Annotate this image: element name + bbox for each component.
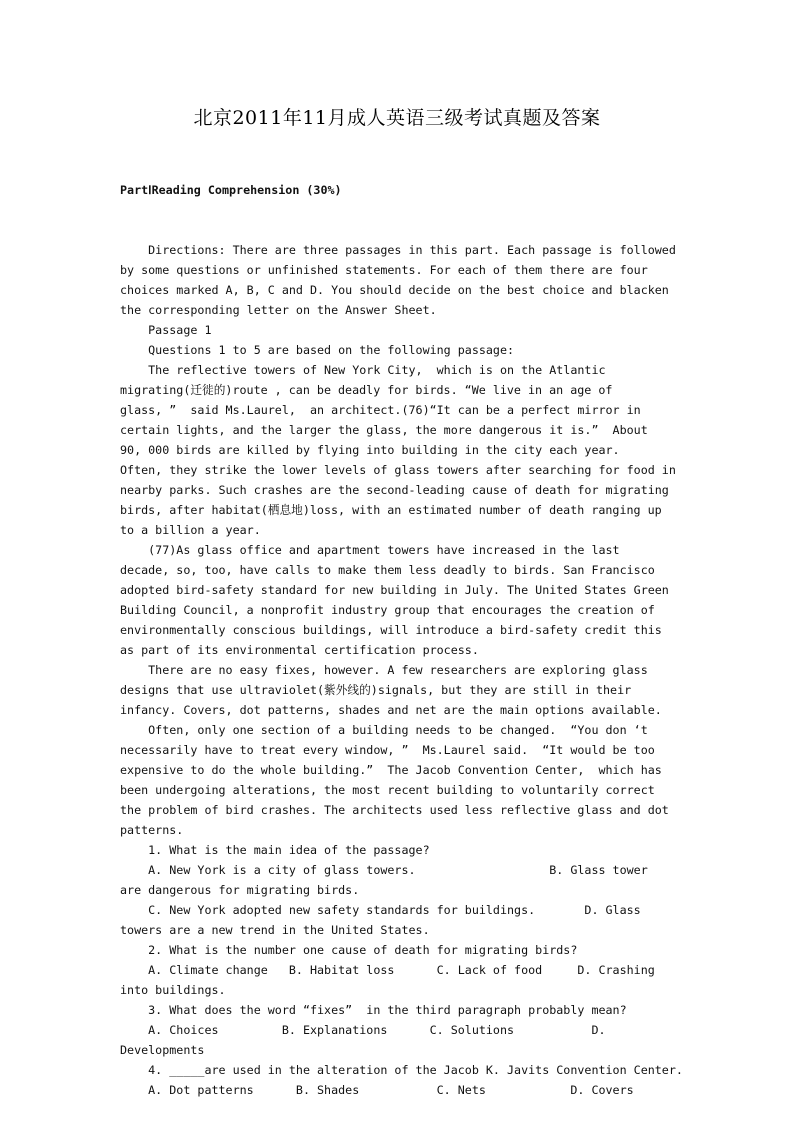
text-line: Passage 1 xyxy=(120,323,212,337)
text-line: Questions 1 to 5 are based on the following passage: xyxy=(120,343,515,357)
text-line: adopted bird-safety standard for new building in July. The United States Green xyxy=(120,583,669,597)
text-line: C. New York adopted new safety standards for buildings. D. Glass xyxy=(120,903,641,917)
text-line: are dangerous for migrating birds. xyxy=(120,883,360,897)
text-line: choices marked A, B, C and D. You should decide on the best choice and blacken xyxy=(120,283,669,297)
text-line: 4. _____are used in the alteration of the Jacob K. Javits Convention Center. xyxy=(120,1063,683,1077)
text-line: A. Choices B. Explanations C. Solutions D. xyxy=(120,1023,606,1037)
text-line: The reflective towers of New York City, which is on the Atlantic xyxy=(120,363,606,377)
text-line: towers are a new trend in the United States. xyxy=(120,923,430,937)
text-line: Often, only one section of a building needs to be changed. “You don ‘t xyxy=(120,723,648,737)
text-line: 1. What is the main idea of the passage? xyxy=(120,843,430,857)
document-title: 北京2011年11月成人英语三级考试真题及答案 xyxy=(193,107,601,129)
text-line: necessarily have to treat every window, ” Ms.Laurel said. “It would be too xyxy=(120,743,655,757)
text-line: There are no easy fixes, however. A few researchers are exploring glass xyxy=(120,663,648,677)
text-line: patterns. xyxy=(120,823,184,837)
text-line: glass, ” said Ms.Laurel, an architect.(76)“It can be a perfect mirror in xyxy=(120,403,641,417)
text-line: the corresponding letter on the Answer Sheet. xyxy=(120,303,437,317)
text-line: birds, after habitat(栖息地)loss, with an estimated number of death ranging up xyxy=(120,503,662,517)
text-line: 90, 000 birds are killed by flying into building in the city each year. xyxy=(120,443,620,457)
text-line: to a billion a year. xyxy=(120,523,261,537)
text-line: migrating(迁徙的)route , can be deadly for birds. “We live in an age of xyxy=(120,383,613,397)
document-body xyxy=(120,140,685,1100)
text-line: Directions: There are three passages in this part. Each passage is followed xyxy=(120,243,676,257)
text-line: Building Council, a nonprofit industry group that encourages the creation of xyxy=(120,603,655,617)
text-line: designs that use ultraviolet(紫外线的)signals, but they are still in their xyxy=(120,683,632,697)
text-line: by some questions or unfinished statements. For each of them there are four xyxy=(120,263,648,277)
text-line: A. Climate change B. Habitat loss C. Lack of food D. Crashing xyxy=(120,963,655,977)
text-line: environmentally conscious buildings, will introduce a bird-safety credit this xyxy=(120,623,662,637)
text-line: as part of its environmental certification process. xyxy=(120,643,479,657)
text-line: A. Dot patterns B. Shades C. Nets D. Covers xyxy=(120,1083,634,1097)
text-line: into buildings. xyxy=(120,983,226,997)
part-heading: PartⅠReading Comprehension (30%) xyxy=(120,183,342,197)
text-line: decade, so, too, have calls to make them less deadly to birds. San Francisco xyxy=(120,563,655,577)
text-line: been undergoing alterations, the most recent building to voluntarily correct xyxy=(120,783,655,797)
text-line: A. New York is a city of glass towers. B. Glass tower xyxy=(120,863,648,877)
text-line: expensive to do the whole building.” The Jacob Convention Center, which has xyxy=(120,763,662,777)
text-line: Developments xyxy=(120,1043,205,1057)
text-line: Often, they strike the lower levels of glass towers after searching for food in xyxy=(120,463,676,477)
text-line: certain lights, and the larger the glass, the more dangerous it is.” About xyxy=(120,423,648,437)
text-line: 2. What is the number one cause of death for migrating birds? xyxy=(120,943,578,957)
text-line: 3. What does the word “fixes” in the third paragraph probably mean? xyxy=(120,1003,627,1017)
text-line: nearby parks. Such crashes are the second-leading cause of death for migrating xyxy=(120,483,669,497)
text-line: infancy. Covers, dot patterns, shades and net are the main options available. xyxy=(120,703,662,717)
text-line: (77)As glass office and apartment towers have increased in the last xyxy=(120,543,620,557)
text-line: the problem of bird crashes. The architects used less reflective glass and dot xyxy=(120,803,669,817)
